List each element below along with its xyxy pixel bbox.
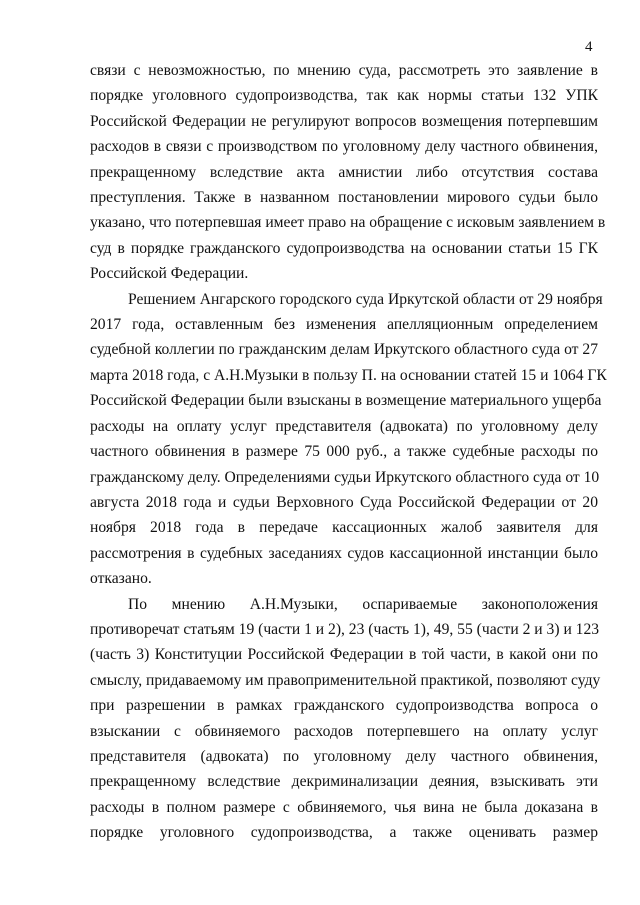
text-line: гражданскому делу. Определениями судьи Иркутского областного суда от 10	[90, 468, 600, 486]
text-line: Российской Федерации были взысканы в возмещение материального ущерба	[90, 392, 602, 410]
text-line: Российской Федерации не регулируют вопросов возмещения потерпевшим	[90, 112, 598, 130]
text-line: рассмотрения в судебных заседаниях судов кассационной инстанции было	[90, 544, 598, 562]
text-line: отказано.	[90, 570, 152, 588]
text-line: Решением Ангарского городского суда Иркутской области от 29 ноября	[128, 290, 603, 308]
text-line: связи с невозможностью, по мнению суда, рассмотреть это заявление в	[90, 62, 598, 79]
document-body	[90, 58, 607, 846]
text-line: представителя (адвоката) по уголовному делу частного обвинения,	[90, 747, 598, 765]
paragraph-2	[90, 287, 607, 592]
text-line: расходы на оплату услуг представителя (адвоката) по уголовному делу	[90, 417, 598, 435]
text-line: порядке уголовного судопроизводства, а также оценивать размер	[90, 824, 598, 842]
paragraph-1	[90, 58, 606, 287]
text-line: судебной коллегии по гражданским делам Иркутского областного суда от 27	[90, 341, 598, 359]
text-line: расходов в связи с производством по уголовному делу частного обвинения,	[90, 138, 598, 156]
text-line: прекращенному вследствие акта амнистии либо отсутствия состава	[90, 163, 598, 181]
text-line: По мнению А.Н.Музыки, оспариваемые законоположения	[128, 595, 598, 613]
text-line: ноября 2018 года в передаче кассационных жалоб заявителя для	[90, 519, 598, 537]
text-line: расходы в полном размере с обвиняемого, чья вина не была доказана в	[90, 798, 598, 816]
text-line: прекращенному вследствие декриминализации деяния, взыскивать эти	[90, 773, 598, 791]
text-line: взыскании с обвиняемого расходов потерпевшего на оплату услуг	[90, 722, 598, 740]
text-line: смыслу, придаваемому им правоприменительной практикой, позволяют суду	[90, 671, 601, 689]
text-line: порядке уголовного судопроизводства, так как нормы статьи 132 УПК	[90, 87, 598, 105]
text-line: марта 2018 года, с А.Н.Музыки в пользу П. на основании статей 15 и 1064 ГК	[90, 366, 607, 384]
text-line: противоречат статьям 19 (части 1 и 2), 23 (часть 1), 49, 55 (части 2 и 3) и 123	[90, 620, 600, 638]
text-line: указано, что потерпевшая имеет право на обращение с исковым заявлением в	[90, 214, 606, 232]
text-line: преступления. Также в названном постановлении мирового судьи было	[90, 189, 598, 207]
text-line: (часть 3) Конституции Российской Федерации в той части, в какой они по	[90, 646, 598, 664]
text-line: частного обвинения в размере 75 000 руб., а также судебные расходы по	[90, 443, 598, 461]
paragraph-3	[90, 592, 601, 846]
page-number: 4	[585, 39, 593, 55]
text-line: Российской Федерации.	[90, 265, 249, 283]
text-line: суд в порядке гражданского судопроизводства на основании статьи 15 ГК	[90, 239, 598, 257]
text-line: августа 2018 года и судьи Верховного Суда Российской Федерации от 20	[90, 493, 598, 511]
text-line: при разрешении в рамках гражданского судопроизводства вопроса о	[90, 697, 598, 715]
text-line: 2017 года, оставленным без изменения апелляционным определением	[90, 316, 598, 334]
